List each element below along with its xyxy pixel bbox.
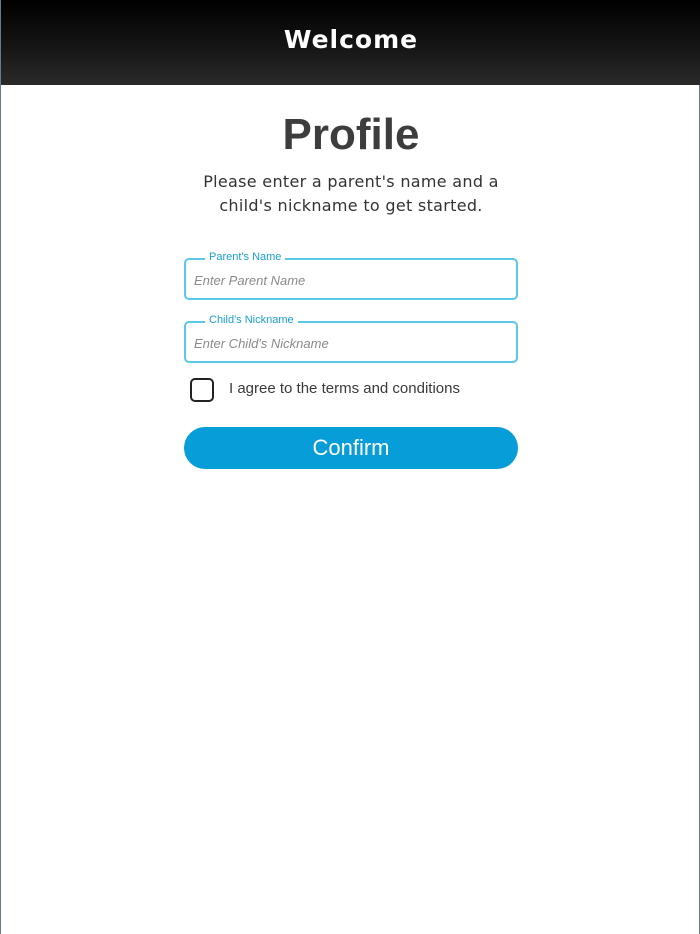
parent-name-field[interactable] [184,251,518,300]
page-subtitle: Please enter a parent's name and a child's nickname to get started. [203,172,499,215]
parent-name-input[interactable] [194,270,504,290]
terms-label[interactable]: I agree to the terms and conditions [229,380,460,397]
page-title: Profile [282,110,420,159]
child-nickname-input[interactable] [194,333,504,353]
header-bar [1,0,700,85]
child-nickname-label: Child's Nickname [205,313,298,327]
parent-name-label: Parent's Name [205,250,285,264]
header-title: Welcome [283,25,419,54]
terms-checkbox[interactable] [190,378,214,402]
confirm-button[interactable]: Confirm [184,427,518,469]
child-nickname-field[interactable] [184,314,518,363]
